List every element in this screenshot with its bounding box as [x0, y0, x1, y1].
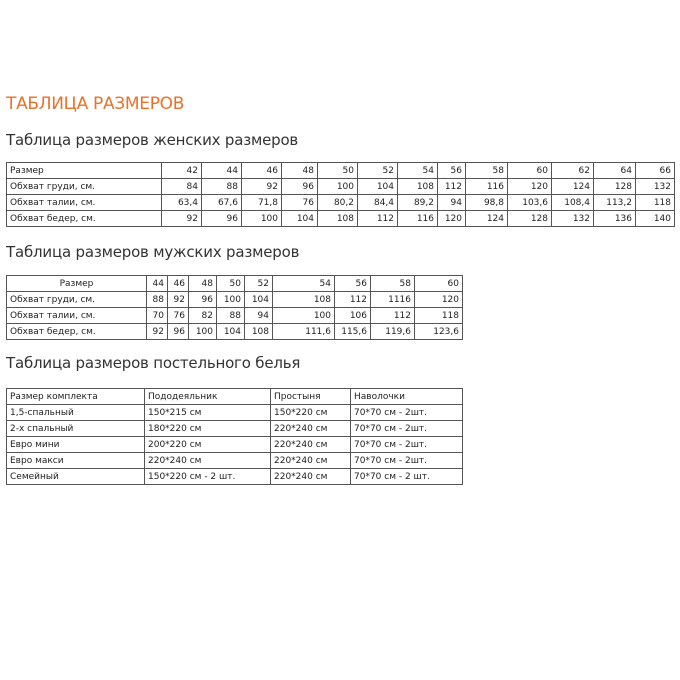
men-table-title: Таблица размеров мужских размеров [6, 243, 300, 261]
row-label: Обхват талии, см. [7, 195, 162, 211]
table-cell: 150*215 см [145, 405, 271, 421]
table-cell: 118 [415, 308, 463, 324]
table-cell: 220*240 см [271, 437, 351, 453]
table-cell: 96 [202, 211, 242, 227]
table-cell: 76 [168, 308, 189, 324]
table-cell: 116 [466, 179, 508, 195]
table-cell: 120 [415, 292, 463, 308]
table-cell: 100 [242, 211, 282, 227]
size-header-cell: 48 [282, 163, 318, 179]
column-header: Пододеяльник [145, 389, 271, 405]
size-header-cell: 60 [508, 163, 552, 179]
table-cell: 100 [189, 324, 217, 340]
table-cell: 104 [282, 211, 318, 227]
table-cell: 116 [398, 211, 438, 227]
size-header-cell: 54 [273, 276, 335, 292]
table-cell: 132 [552, 211, 594, 227]
table-row [7, 292, 463, 308]
table-cell: 1,5-спальный [7, 405, 145, 421]
table-row [7, 437, 463, 453]
table-cell: 120 [508, 179, 552, 195]
table-cell: 140 [636, 211, 675, 227]
table-row [7, 405, 463, 421]
table-cell: 89,2 [398, 195, 438, 211]
table-cell: 132 [636, 179, 675, 195]
table-cell: 106 [335, 308, 371, 324]
size-header-cell: 48 [189, 276, 217, 292]
women-size-table [6, 162, 675, 227]
table-cell: 220*240 см [145, 453, 271, 469]
table-cell: 108,4 [552, 195, 594, 211]
table-cell: 100 [318, 179, 358, 195]
table-cell: 108 [318, 211, 358, 227]
table-cell: 128 [594, 179, 636, 195]
table-cell: 70 [147, 308, 168, 324]
table-cell: 118 [636, 195, 675, 211]
table-cell: 96 [168, 324, 189, 340]
size-header-cell: 52 [358, 163, 398, 179]
table-cell: 115,6 [335, 324, 371, 340]
table-cell: 84,4 [358, 195, 398, 211]
header-label: Размер [7, 163, 162, 179]
page-title: ТАБЛИЦА РАЗМЕРОВ [6, 94, 185, 114]
table-cell: 119,6 [371, 324, 415, 340]
table-cell: Евро мини [7, 437, 145, 453]
table-cell: 96 [189, 292, 217, 308]
size-header-cell: 44 [202, 163, 242, 179]
row-label: Обхват груди, см. [7, 292, 147, 308]
table-cell: 80,2 [318, 195, 358, 211]
column-header: Размер комплекта [7, 389, 145, 405]
table-header-row [7, 163, 675, 179]
table-cell: 71,8 [242, 195, 282, 211]
table-cell: 112 [335, 292, 371, 308]
table-cell: 70*70 см - 2шт. [351, 405, 463, 421]
table-cell: 220*240 см [271, 453, 351, 469]
table-cell: 124 [552, 179, 594, 195]
table-cell: 92 [242, 179, 282, 195]
table-cell: 123,6 [415, 324, 463, 340]
table-cell: 220*240 см [271, 469, 351, 485]
table-cell: 98,8 [466, 195, 508, 211]
size-header-cell: 50 [217, 276, 245, 292]
table-row [7, 453, 463, 469]
table-cell: 104 [245, 292, 273, 308]
table-cell: 63,4 [162, 195, 202, 211]
size-header-cell: 66 [636, 163, 675, 179]
table-cell: 104 [358, 179, 398, 195]
table-row [7, 469, 463, 485]
size-header-cell: 60 [415, 276, 463, 292]
table-cell: 88 [202, 179, 242, 195]
table-cell: 104 [217, 324, 245, 340]
table-cell: 113,2 [594, 195, 636, 211]
size-header-cell: 50 [318, 163, 358, 179]
size-header-cell: 54 [398, 163, 438, 179]
table-cell: 92 [168, 292, 189, 308]
table-cell: 111,6 [273, 324, 335, 340]
table-cell: 108 [398, 179, 438, 195]
table-row [7, 211, 675, 227]
size-header-cell: 52 [245, 276, 273, 292]
table-cell: 92 [162, 211, 202, 227]
table-cell: 70*70 см - 2шт. [351, 421, 463, 437]
table-cell: 124 [466, 211, 508, 227]
table-cell: 94 [245, 308, 273, 324]
column-header: Наволочки [351, 389, 463, 405]
size-header-cell: 56 [335, 276, 371, 292]
table-header-row [7, 276, 463, 292]
table-cell: 70*70 см - 2шт. [351, 437, 463, 453]
table-cell: 103,6 [508, 195, 552, 211]
women-table-title: Таблица размеров женских размеров [6, 131, 299, 149]
table-cell: 200*220 см [145, 437, 271, 453]
table-cell: 88 [217, 308, 245, 324]
table-row [7, 421, 463, 437]
table-cell: 150*220 см [271, 405, 351, 421]
header-label: Размер [7, 276, 147, 292]
row-label: Обхват талии, см. [7, 308, 147, 324]
table-cell: Евро макси [7, 453, 145, 469]
table-row [7, 179, 675, 195]
row-label: Обхват груди, см. [7, 179, 162, 195]
table-cell: 2-х спальный [7, 421, 145, 437]
table-cell: 1116 [371, 292, 415, 308]
size-header-cell: 46 [168, 276, 189, 292]
table-cell: 82 [189, 308, 217, 324]
table-cell: 108 [245, 324, 273, 340]
size-header-cell: 44 [147, 276, 168, 292]
table-cell: 70*70 см - 2 шт. [351, 469, 463, 485]
table-cell: 88 [147, 292, 168, 308]
size-header-cell: 58 [371, 276, 415, 292]
table-cell: 100 [273, 308, 335, 324]
table-cell: 180*220 см [145, 421, 271, 437]
table-cell: 84 [162, 179, 202, 195]
table-cell: 220*240 см [271, 421, 351, 437]
size-header-cell: 42 [162, 163, 202, 179]
table-cell: 150*220 см - 2 шт. [145, 469, 271, 485]
table-row [7, 308, 463, 324]
table-cell: 96 [282, 179, 318, 195]
table-cell: 120 [438, 211, 466, 227]
table-row [7, 195, 675, 211]
table-cell: Семейный [7, 469, 145, 485]
table-cell: 136 [594, 211, 636, 227]
size-header-cell: 58 [466, 163, 508, 179]
table-cell: 108 [273, 292, 335, 308]
table-header-row [7, 389, 463, 405]
table-cell: 112 [371, 308, 415, 324]
bedding-size-table [6, 388, 463, 485]
table-cell: 67,6 [202, 195, 242, 211]
size-header-cell: 64 [594, 163, 636, 179]
men-size-table [6, 275, 463, 340]
size-header-cell: 46 [242, 163, 282, 179]
row-label: Обхват бедер, см. [7, 324, 147, 340]
table-cell: 70*70 см - 2шт. [351, 453, 463, 469]
size-header-cell: 56 [438, 163, 466, 179]
bedding-table-title: Таблица размеров постельного белья [6, 354, 301, 372]
table-cell: 94 [438, 195, 466, 211]
table-cell: 112 [438, 179, 466, 195]
table-cell: 112 [358, 211, 398, 227]
table-cell: 92 [147, 324, 168, 340]
table-row [7, 324, 463, 340]
row-label: Обхват бедер, см. [7, 211, 162, 227]
size-header-cell: 62 [552, 163, 594, 179]
table-cell: 76 [282, 195, 318, 211]
table-cell: 128 [508, 211, 552, 227]
table-cell: 100 [217, 292, 245, 308]
column-header: Простыня [271, 389, 351, 405]
